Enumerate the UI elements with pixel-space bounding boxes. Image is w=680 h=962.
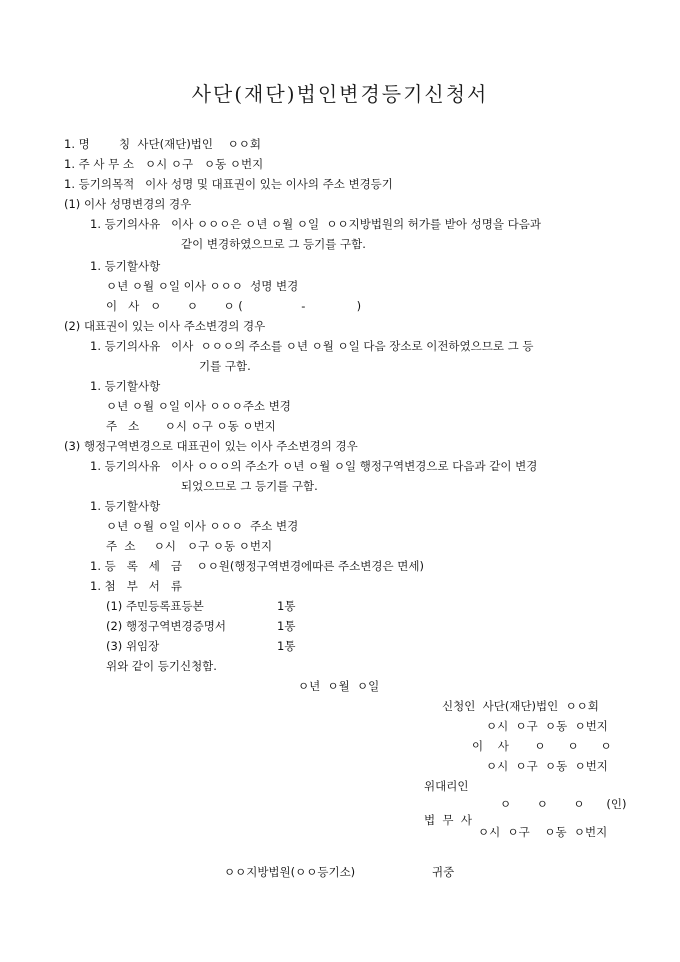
application-date: ㅇ년 ㅇ월 ㅇ일 bbox=[298, 679, 380, 693]
section3-matter-heading: 1. 등기할사항 bbox=[90, 499, 161, 513]
director-line: 이 사 ㅇ ㅇ ㅇ bbox=[472, 739, 612, 753]
court-suffix: 귀중 bbox=[432, 865, 455, 879]
section2-reason-line1: 1. 등기의사유 이사 ㅇㅇㅇ의 주소를 ㅇ년 ㅇ월 ㅇ일 다음 장소로 이전하였으므로 그 등 bbox=[90, 339, 534, 353]
section3-heading: (3) 행정구역변경으로 대표권이 있는 이사 주소변경의 경우 bbox=[64, 439, 358, 453]
section1-matter-heading: 1. 등기할사항 bbox=[90, 259, 161, 273]
section2-reason-line2: 기를 구함. bbox=[199, 359, 251, 373]
section3-matter-line2: 주 소 ㅇ시 ㅇ구 ㅇ동 ㅇ번지 bbox=[106, 539, 273, 553]
closing-statement: 위와 같이 등기신청함. bbox=[106, 659, 217, 673]
attachments-heading: 1. 첨 부 서 류 bbox=[90, 579, 182, 593]
purpose-line: 1. 등기의목적 이사 성명 및 대표권이 있는 이사의 주소 변경등기 bbox=[64, 177, 393, 191]
section1-reason-line1: 1. 등기의사유 이사 ㅇㅇㅇ은 ㅇ년 ㅇ월 ㅇ일 ㅇㅇ지방법원의 허가를 받아 성명을 다음과 bbox=[90, 217, 541, 231]
agent-address: ㅇ시 ㅇ구 ㅇ동 ㅇ번지 bbox=[478, 825, 608, 839]
section1-reason-line2: 같이 변경하였으므로 그 등기를 구함. bbox=[181, 237, 366, 251]
applicant-address: ㅇ시 ㅇ구 ㅇ동 ㅇ번지 bbox=[486, 719, 608, 733]
section1-matter-line2: 이 사 ㅇ ㅇ ㅇ ( - ) bbox=[106, 299, 362, 313]
agent-name-seal: ㅇ ㅇ ㅇ (인) bbox=[500, 797, 627, 811]
document-title: 사단(재단)법인변경등기신청서 bbox=[191, 82, 489, 106]
section2-matter-line2: 주 소 ㅇ시 ㅇ구 ㅇ동 ㅇ번지 bbox=[106, 419, 276, 433]
agent-label: 위대리인 bbox=[424, 779, 469, 793]
section3-reason-line1: 1. 등기의사유 이사 ㅇㅇㅇ의 주소가 ㅇ년 ㅇ월 ㅇ일 행정구역변경으로 다음과 같이 변경 bbox=[90, 459, 538, 473]
attachment-name: (1) 주민등록표등본 bbox=[106, 599, 204, 613]
judicial-scrivener-label: 법 무 사 bbox=[424, 813, 472, 827]
section3-matter-line1: ㅇ년 ㅇ월 ㅇ일 이사 ㅇㅇㅇ 주소 변경 bbox=[106, 519, 299, 533]
section1-matter-line1: ㅇ년 ㅇ월 ㅇ일 이사 ㅇㅇㅇ 성명 변경 bbox=[106, 279, 299, 293]
attachment-name: (2) 행정구역변경증명서 bbox=[106, 619, 226, 633]
attachment-qty: 1통 bbox=[277, 639, 296, 653]
section1-heading: (1) 이사 성명변경의 경우 bbox=[64, 197, 192, 211]
court-name: ㅇㅇ지방법원(ㅇㅇ등기소) bbox=[224, 865, 356, 879]
attachment-qty: 1통 bbox=[277, 619, 296, 633]
attachment-name: (3) 위임장 bbox=[106, 639, 160, 653]
name-line: 1. 명 칭 사단(재단)법인 ㅇㅇ회 bbox=[64, 137, 261, 151]
attachment-qty: 1통 bbox=[277, 599, 296, 613]
office-line: 1. 주 사 무 소 ㅇ시 ㅇ구 ㅇ동 ㅇ번지 bbox=[64, 157, 264, 171]
director-address: ㅇ시 ㅇ구 ㅇ동 ㅇ번지 bbox=[486, 759, 608, 773]
registration-tax-line: 1. 등 록 세 금 ㅇㅇ원(행정구역변경에따른 주소변경은 면세) bbox=[90, 559, 424, 573]
applicant-line: 신청인 사단(재단)법인 ㅇㅇ회 bbox=[442, 699, 599, 713]
section2-matter-heading: 1. 등기할사항 bbox=[90, 379, 161, 393]
section2-matter-line1: ㅇ년 ㅇ월 ㅇ일 이사 ㅇㅇㅇ주소 변경 bbox=[106, 399, 291, 413]
section3-reason-line2: 되었으므로 그 등기를 구함. bbox=[181, 479, 318, 493]
section2-heading: (2) 대표권이 있는 이사 주소변경의 경우 bbox=[64, 319, 266, 333]
